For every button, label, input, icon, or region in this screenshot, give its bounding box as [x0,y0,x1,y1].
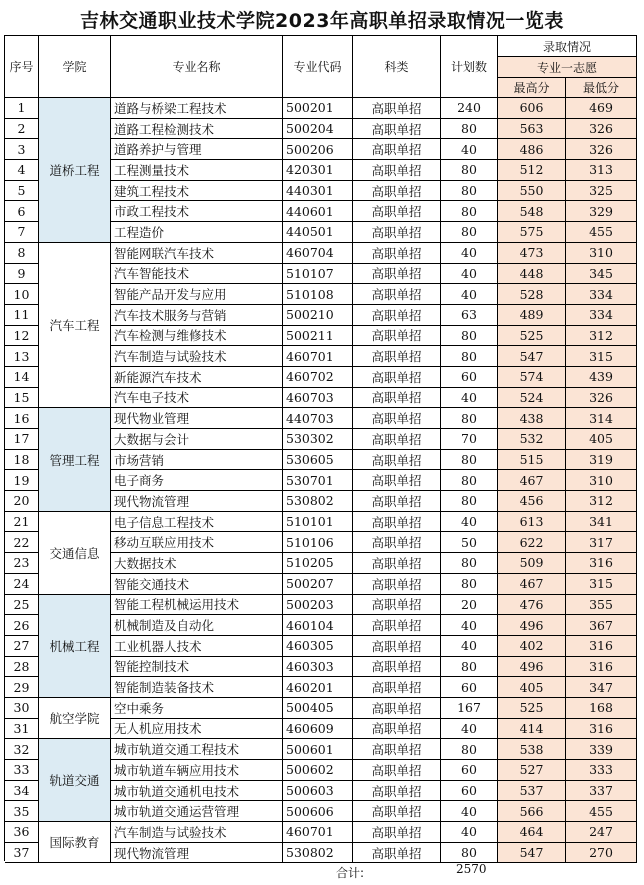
row-index: 25 [5,595,39,616]
major-name: 智能工程机械运用技术 [111,595,283,616]
header-major: 专业名称 [111,36,283,98]
college-name: 轨道交通 [39,739,111,822]
major-name: 电子信息工程技术 [111,512,283,533]
college-name: 航空学院 [39,698,111,739]
plan-count: 40 [441,636,498,657]
category: 高职单招 [353,657,441,678]
major-name: 汽车制造与试验技术 [111,346,283,367]
max-score: 566 [498,801,566,822]
category: 高职单招 [353,574,441,595]
header-min-score: 最低分 [566,78,637,98]
min-score: 312 [566,326,637,347]
plan-count: 80 [441,739,498,760]
major-name: 市场营销 [111,450,283,471]
plan-count: 80 [441,491,498,512]
major-name: 道路工程检测技术 [111,119,283,140]
min-score: 405 [566,429,637,450]
row-index: 7 [5,222,39,243]
row-index: 9 [5,264,39,285]
max-score: 532 [498,429,566,450]
plan-count: 50 [441,532,498,553]
major-code: 500201 [283,98,353,119]
max-score: 496 [498,615,566,636]
max-score: 563 [498,119,566,140]
major-code: 530605 [283,450,353,471]
category: 高职单招 [353,595,441,616]
min-score: 326 [566,119,637,140]
max-score: 509 [498,553,566,574]
major-name: 城市轨道交通运营管理 [111,801,283,822]
major-name: 工程造价 [111,222,283,243]
plan-count: 40 [441,388,498,409]
min-score: 345 [566,264,637,285]
min-score: 329 [566,201,637,222]
plan-count: 60 [441,367,498,388]
plan-count: 80 [441,160,498,181]
category: 高职单招 [353,181,441,202]
major-code: 460703 [283,388,353,409]
category: 高职单招 [353,822,441,843]
header-first-choice: 专业一志愿 [498,57,637,78]
plan-count: 80 [441,346,498,367]
row-index: 20 [5,491,39,512]
min-score: 313 [566,160,637,181]
min-score: 319 [566,450,637,471]
max-score: 538 [498,739,566,760]
category: 高职单招 [353,698,441,719]
max-score: 489 [498,305,566,326]
major-name: 城市轨道车辆应用技术 [111,760,283,781]
header-index: 序号 [5,36,39,98]
plan-count: 60 [441,677,498,698]
min-score: 334 [566,284,637,305]
plan-count: 80 [441,553,498,574]
min-score: 325 [566,181,637,202]
row-index: 24 [5,574,39,595]
category: 高职单招 [353,160,441,181]
plan-count: 40 [441,512,498,533]
major-code: 530802 [283,491,353,512]
min-score: 367 [566,615,637,636]
plan-count: 40 [441,719,498,740]
max-score: 527 [498,760,566,781]
plan-count: 80 [441,574,498,595]
row-index: 27 [5,636,39,657]
major-code: 500204 [283,119,353,140]
major-code: 440301 [283,181,353,202]
major-code: 460701 [283,346,353,367]
plan-count: 240 [441,98,498,119]
major-name: 现代物业管理 [111,408,283,429]
category: 高职单招 [353,139,441,160]
major-name: 道路养护与管理 [111,139,283,160]
major-code: 460303 [283,657,353,678]
major-code: 460704 [283,243,353,264]
row-index: 21 [5,512,39,533]
min-score: 314 [566,408,637,429]
row-index: 16 [5,408,39,429]
admission-table [4,35,637,861]
max-score: 550 [498,181,566,202]
major-name: 现代物流管理 [111,491,283,512]
major-name: 建筑工程技术 [111,181,283,202]
row-index: 17 [5,429,39,450]
row-index: 6 [5,201,39,222]
row-index: 31 [5,719,39,740]
category: 高职单招 [353,326,441,347]
major-name: 智能制造装备技术 [111,677,283,698]
category: 高职单招 [353,429,441,450]
plan-count: 60 [441,760,498,781]
major-code: 500207 [283,574,353,595]
major-name: 移动互联应用技术 [111,532,283,553]
major-code: 510107 [283,264,353,285]
major-name: 机械制造及自动化 [111,615,283,636]
min-score: 310 [566,243,637,264]
major-code: 500203 [283,595,353,616]
max-score: 575 [498,222,566,243]
plan-count: 80 [441,408,498,429]
plan-count: 60 [441,781,498,802]
row-index: 35 [5,801,39,822]
header-plan: 计划数 [441,36,498,98]
category: 高职单招 [353,408,441,429]
category: 高职单招 [353,346,441,367]
plan-count: 80 [441,450,498,471]
major-code: 500606 [283,801,353,822]
category: 高职单招 [353,367,441,388]
max-score: 547 [498,346,566,367]
min-score: 469 [566,98,637,119]
major-name: 汽车电子技术 [111,388,283,409]
row-index: 18 [5,450,39,471]
category: 高职单招 [353,119,441,140]
max-score: 473 [498,243,566,264]
plan-count: 63 [441,305,498,326]
category: 高职单招 [353,243,441,264]
college-name: 管理工程 [39,408,111,511]
min-score: 316 [566,657,637,678]
max-score: 574 [498,367,566,388]
max-score: 402 [498,636,566,657]
row-index: 11 [5,305,39,326]
category: 高职单招 [353,284,441,305]
category: 高职单招 [353,470,441,491]
category: 高职单招 [353,553,441,574]
major-code: 530802 [283,843,353,864]
row-index: 14 [5,367,39,388]
max-score: 486 [498,139,566,160]
major-code: 510106 [283,532,353,553]
row-index: 15 [5,388,39,409]
max-score: 525 [498,326,566,347]
max-score: 438 [498,408,566,429]
min-score: 317 [566,532,637,553]
major-code: 460104 [283,615,353,636]
major-code: 500602 [283,760,353,781]
row-index: 5 [5,181,39,202]
min-score: 339 [566,739,637,760]
max-score: 448 [498,264,566,285]
major-name: 智能控制技术 [111,657,283,678]
major-code: 460305 [283,636,353,657]
college-name: 机械工程 [39,595,111,698]
college-name: 道桥工程 [39,98,111,243]
page-title: 吉林交通职业技术学院2023年高职单招录取情况一览表 [80,10,564,32]
plan-count: 80 [441,201,498,222]
header-max-score: 最高分 [498,78,566,98]
category: 高职单招 [353,201,441,222]
major-code: 500601 [283,739,353,760]
row-index: 36 [5,822,39,843]
max-score: 512 [498,160,566,181]
plan-count: 167 [441,698,498,719]
category: 高职单招 [353,305,441,326]
major-code: 510205 [283,553,353,574]
major-name: 工业机器人技术 [111,636,283,657]
min-score: 337 [566,781,637,802]
max-score: 547 [498,843,566,864]
row-index: 4 [5,160,39,181]
min-score: 310 [566,470,637,491]
plan-count: 80 [441,119,498,140]
college-name: 交通信息 [39,512,111,595]
max-score: 515 [498,450,566,471]
plan-count: 40 [441,822,498,843]
min-score: 326 [566,139,637,160]
max-score: 528 [498,284,566,305]
row-index: 23 [5,553,39,574]
max-score: 456 [498,491,566,512]
row-index: 19 [5,470,39,491]
min-score: 334 [566,305,637,326]
header-admission: 录取情况 [498,36,637,57]
min-score: 333 [566,760,637,781]
max-score: 467 [498,574,566,595]
major-code: 500211 [283,326,353,347]
plan-count: 40 [441,139,498,160]
category: 高职单招 [353,615,441,636]
major-code: 460609 [283,719,353,740]
min-score: 247 [566,822,637,843]
min-score: 355 [566,595,637,616]
category: 高职单招 [353,843,441,864]
major-name: 工程测量技术 [111,160,283,181]
min-score: 270 [566,843,637,864]
plan-count: 40 [441,801,498,822]
plan-count: 70 [441,429,498,450]
row-index: 2 [5,119,39,140]
max-score: 467 [498,470,566,491]
max-score: 606 [498,98,566,119]
max-score: 496 [498,657,566,678]
major-name: 城市轨道交通机电技术 [111,781,283,802]
max-score: 537 [498,781,566,802]
major-code: 530701 [283,470,353,491]
major-name: 新能源汽车技术 [111,367,283,388]
max-score: 476 [498,595,566,616]
row-index: 12 [5,326,39,347]
min-score: 316 [566,553,637,574]
plan-count: 80 [441,657,498,678]
category: 高职单招 [353,491,441,512]
min-score: 316 [566,636,637,657]
min-score: 347 [566,677,637,698]
plan-count: 20 [441,595,498,616]
major-name: 智能交通技术 [111,574,283,595]
total-value: 2570 [456,862,487,876]
category: 高职单招 [353,512,441,533]
category: 高职单招 [353,450,441,471]
row-index: 33 [5,760,39,781]
row-index: 26 [5,615,39,636]
category: 高职单招 [353,532,441,553]
plan-count: 80 [441,181,498,202]
category: 高职单招 [353,781,441,802]
category: 高职单招 [353,636,441,657]
college-name: 国际教育 [39,822,111,863]
major-name: 汽车技术服务与营销 [111,305,283,326]
row-index: 34 [5,781,39,802]
major-name: 大数据与会计 [111,429,283,450]
major-name: 市政工程技术 [111,201,283,222]
major-code: 420301 [283,160,353,181]
plan-count: 40 [441,615,498,636]
max-score: 414 [498,719,566,740]
major-name: 道路与桥梁工程技术 [111,98,283,119]
major-code: 510108 [283,284,353,305]
major-name: 无人机应用技术 [111,719,283,740]
major-code: 500206 [283,139,353,160]
major-name: 汽车制造与试验技术 [111,822,283,843]
major-code: 460701 [283,822,353,843]
category: 高职单招 [353,801,441,822]
row-index: 37 [5,843,39,864]
major-code: 440501 [283,222,353,243]
major-name: 汽车检测与维修技术 [111,326,283,347]
row-index: 3 [5,139,39,160]
row-index: 10 [5,284,39,305]
major-code: 500210 [283,305,353,326]
min-score: 341 [566,512,637,533]
category: 高职单招 [353,760,441,781]
min-score: 439 [566,367,637,388]
major-code: 440703 [283,408,353,429]
header-category: 科类 [353,36,441,98]
category: 高职单招 [353,98,441,119]
major-name: 汽车智能技术 [111,264,283,285]
row-index: 13 [5,346,39,367]
total-label: 合计: [336,866,365,880]
header-code: 专业代码 [283,36,353,98]
max-score: 405 [498,677,566,698]
major-code: 500405 [283,698,353,719]
major-name: 空中乘务 [111,698,283,719]
major-code: 530302 [283,429,353,450]
row-index: 1 [5,98,39,119]
major-code: 460702 [283,367,353,388]
min-score: 455 [566,801,637,822]
plan-count: 40 [441,264,498,285]
row-index: 28 [5,657,39,678]
plan-count: 80 [441,843,498,864]
row-index: 30 [5,698,39,719]
max-score: 464 [498,822,566,843]
plan-count: 40 [441,284,498,305]
min-score: 316 [566,719,637,740]
max-score: 613 [498,512,566,533]
min-score: 312 [566,491,637,512]
major-code: 510101 [283,512,353,533]
category: 高职单招 [353,739,441,760]
major-name: 城市轨道交通工程技术 [111,739,283,760]
min-score: 315 [566,346,637,367]
min-score: 455 [566,222,637,243]
major-name: 大数据技术 [111,553,283,574]
plan-count: 40 [441,243,498,264]
row-index: 8 [5,243,39,264]
max-score: 525 [498,698,566,719]
major-name: 现代物流管理 [111,843,283,864]
major-name: 智能网联汽车技术 [111,243,283,264]
category: 高职单招 [353,719,441,740]
plan-count: 80 [441,222,498,243]
college-name: 汽车工程 [39,243,111,409]
max-score: 524 [498,388,566,409]
plan-count: 80 [441,470,498,491]
category: 高职单招 [353,222,441,243]
max-score: 622 [498,532,566,553]
min-score: 326 [566,388,637,409]
category: 高职单招 [353,388,441,409]
min-score: 315 [566,574,637,595]
header-college: 学院 [39,36,111,98]
category: 高职单招 [353,677,441,698]
plan-count: 80 [441,326,498,347]
max-score: 548 [498,201,566,222]
major-name: 智能产品开发与应用 [111,284,283,305]
major-name: 电子商务 [111,470,283,491]
row-index: 32 [5,739,39,760]
major-code: 460201 [283,677,353,698]
major-code: 440601 [283,201,353,222]
category: 高职单招 [353,264,441,285]
major-code: 500603 [283,781,353,802]
min-score: 168 [566,698,637,719]
row-index: 22 [5,532,39,553]
row-index: 29 [5,677,39,698]
